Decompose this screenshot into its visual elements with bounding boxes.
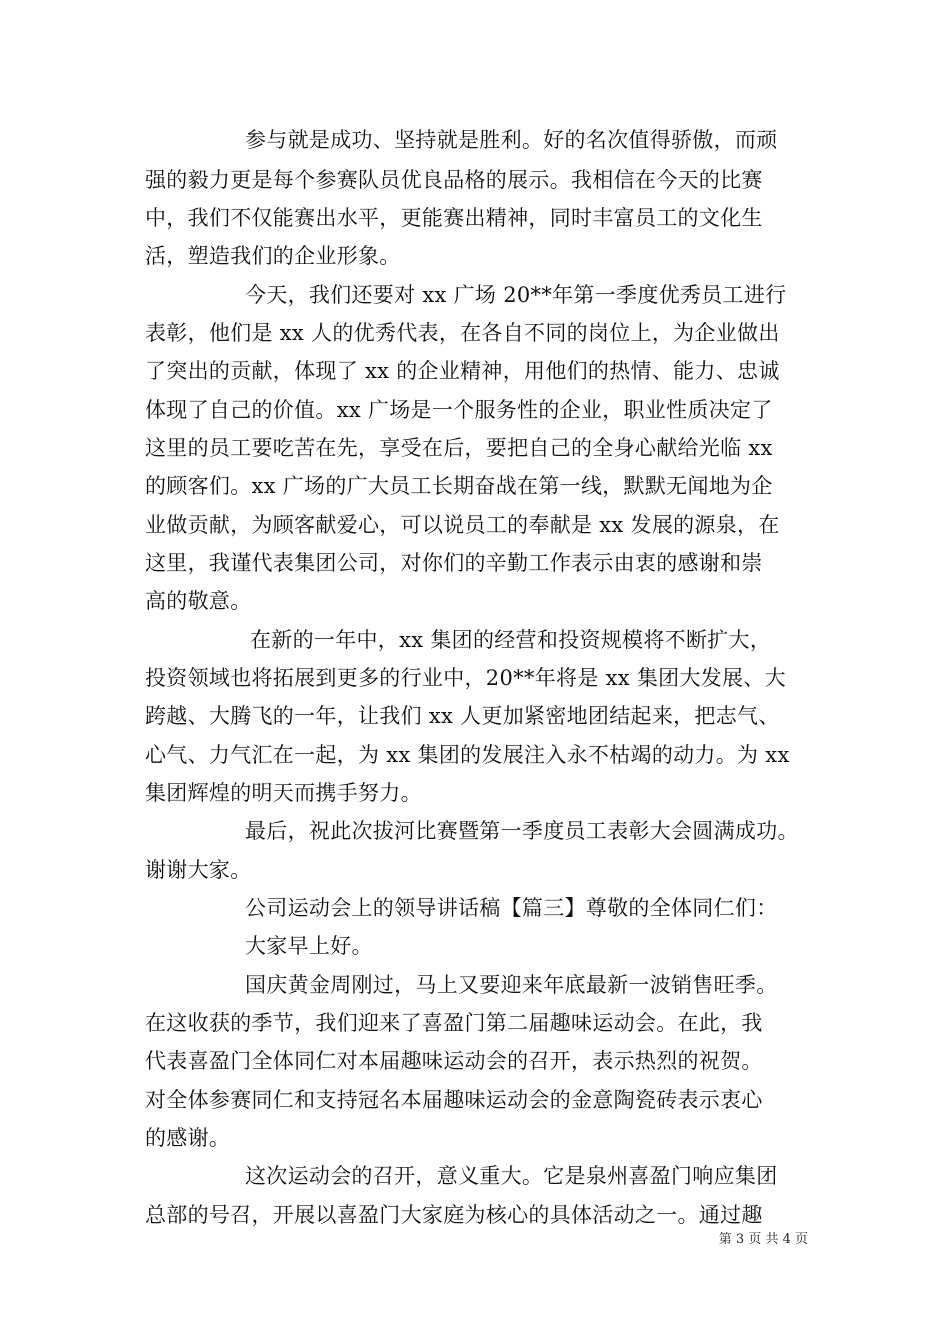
- text-line: 的感谢。: [145, 1126, 231, 1150]
- text-line: 表彰，他们是 xx 人的优秀代表，在各自不同的岗位上，为企业做出: [145, 321, 780, 345]
- text-line: 对全体参赛同仁和支持冠名本届趣味运动会的金意陶瓷砖表示衷心: [145, 1088, 763, 1112]
- text-line: 的顾客们。xx 广场的广大员工长期奋战在第一线，默默无闻地为企: [145, 474, 773, 498]
- text-line: 总部的号召，开展以喜盈门大家庭为核心的具体活动之一。通过趣: [145, 1203, 763, 1227]
- text-line: 强的毅力更是每个参赛队员优良品格的展示。我相信在今天的比赛: [145, 168, 763, 192]
- text-line: 这次运动会的召开，意义重大。它是泉州喜盈门响应集团: [245, 1164, 778, 1188]
- text-line: 高的敬意。: [145, 589, 252, 613]
- text-line: 跨越、大腾飞的一年，让我们 xx 人更加紧密地团结起来，把志气、: [145, 704, 780, 728]
- text-line: 谢谢大家。: [145, 858, 252, 882]
- text-line: 参与就是成功、坚持就是胜利。好的名次值得骄傲，而顽: [245, 128, 778, 152]
- text-line: 这里的员工要吃苦在先，享受在后，要把自己的全身心献给光临 xx: [145, 436, 773, 460]
- text-line: 国庆黄金周刚过，马上又要迎来年底最新一波销售旺季。: [245, 973, 778, 997]
- text-line: 在这收获的季节，我们迎来了喜盈门第二届趣味运动会。在此，我: [145, 1011, 763, 1035]
- text-line: 在新的一年中，xx 集团的经营和投资规模将不断扩大，: [250, 628, 772, 652]
- text-line: 了突出的贡献，体现了 xx 的企业精神，用他们的热情、能力、忠诚: [145, 359, 780, 383]
- text-line: 集团辉煌的明天而携手努力。: [145, 781, 422, 805]
- text-line: 体现了自己的价值。xx 广场是一个服务性的企业，职业性质决定了: [145, 398, 773, 422]
- text-line: 今天，我们还要对 xx 广场 20**年第一季度优秀员工进行: [245, 283, 787, 307]
- text-line: 活，塑造我们的企业形象。: [145, 244, 401, 268]
- text-line: 这里，我谨代表集团公司，对你们的辛勤工作表示由衷的感谢和崇: [145, 551, 763, 575]
- text-line: 代表喜盈门全体同仁对本届趣味运动会的召开，表示热烈的祝贺。: [145, 1049, 763, 1073]
- greeting-line: 大家早上好。: [245, 934, 373, 958]
- text-line: 最后，祝此次拔河比赛暨第一季度员工表彰大会圆满成功。: [245, 819, 799, 843]
- section-heading: 公司运动会上的领导讲话稿【篇三】尊敬的全体同仁们：: [245, 896, 778, 920]
- text-line: 投资领域也将拓展到更多的行业中，20**年将是 xx 集团大发展、大: [145, 666, 786, 690]
- page-number-footer: 第 3 页 共 4 页: [718, 1232, 808, 1247]
- text-line: 业做贡献，为顾客献爱心，可以说员工的奉献是 xx 发展的源泉，在: [145, 513, 780, 537]
- text-line: 心气、力气汇在一起，为 xx 集团的发展注入永不枯竭的动力。为 xx: [145, 743, 790, 767]
- text-line: 中，我们不仅能赛出水平，更能赛出精神，同时丰富员工的文化生: [145, 206, 763, 230]
